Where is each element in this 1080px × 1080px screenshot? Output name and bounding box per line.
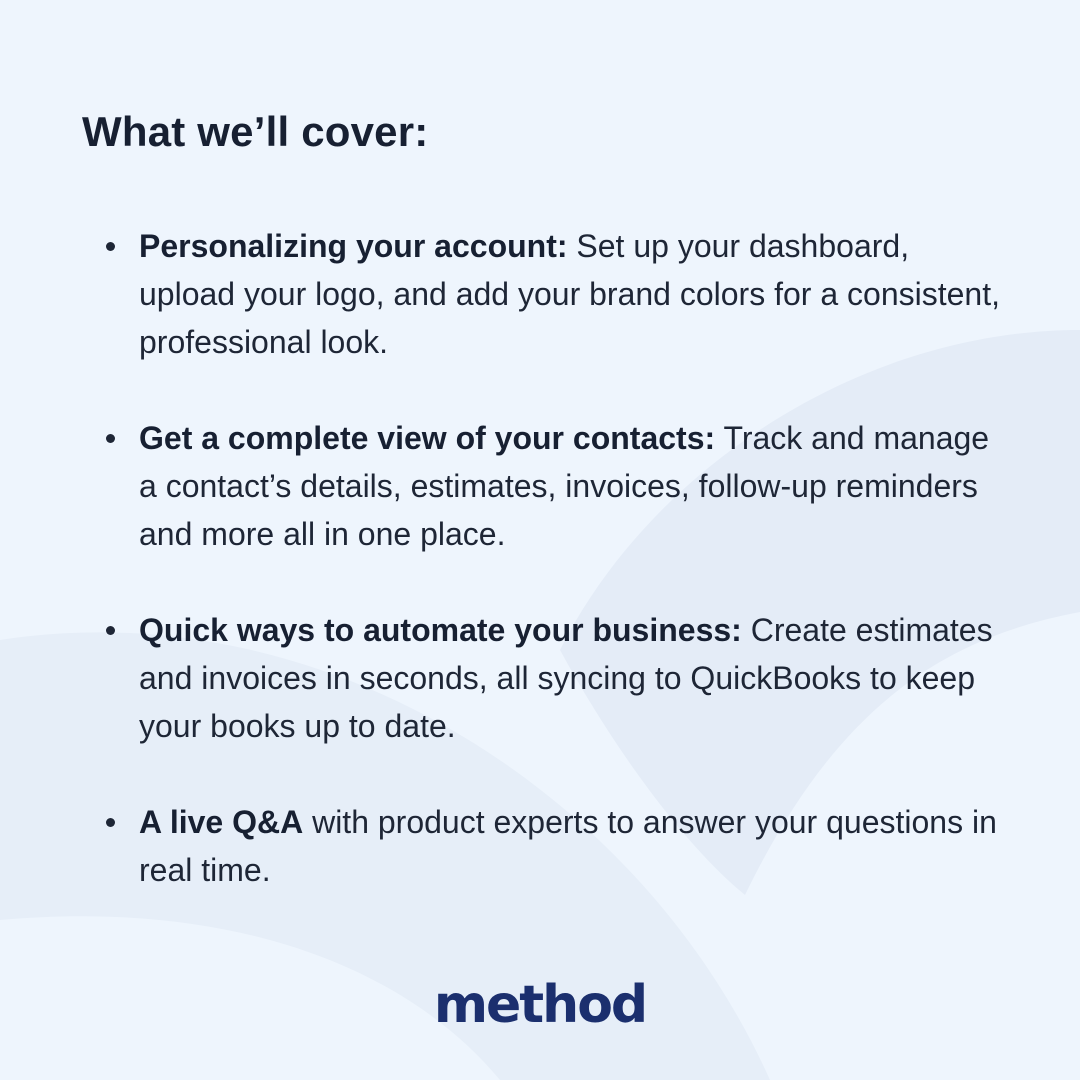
list-item <box>104 798 1004 894</box>
bullet-list <box>104 222 1004 942</box>
bullet-heading: Quick ways to automate your business: <box>139 612 742 648</box>
bullet-text: with product experts to answer your questions in real time. <box>139 804 997 888</box>
bullet-dot-icon <box>106 818 115 827</box>
page-title: What we’ll cover: <box>82 108 429 155</box>
bullet-heading: A live Q&A <box>139 804 304 840</box>
bullet-heading: Personalizing your account: <box>139 228 568 264</box>
logo-text: method <box>433 975 647 1035</box>
bullet-text: Create estimates and invoices in seconds, all syncing to QuickBooks to keep your books up to date. <box>139 612 993 744</box>
bullet-text: Set up your dashboard, upload your logo, and add your brand colors for a consistent, professional look. <box>139 228 1000 360</box>
bullet-dot-icon <box>106 434 115 443</box>
bullet-text: Track and manage a contact’s details, estimates, invoices, follow-up reminders and more all in one place. <box>139 420 990 552</box>
bullet-dot-icon <box>106 242 115 251</box>
list-item <box>104 606 1004 750</box>
method-logo <box>432 968 648 1038</box>
list-item <box>104 222 1004 366</box>
list-item <box>104 414 1004 558</box>
bullet-dot-icon <box>106 626 115 635</box>
bullet-heading: Get a complete view of your contacts: <box>139 420 716 456</box>
